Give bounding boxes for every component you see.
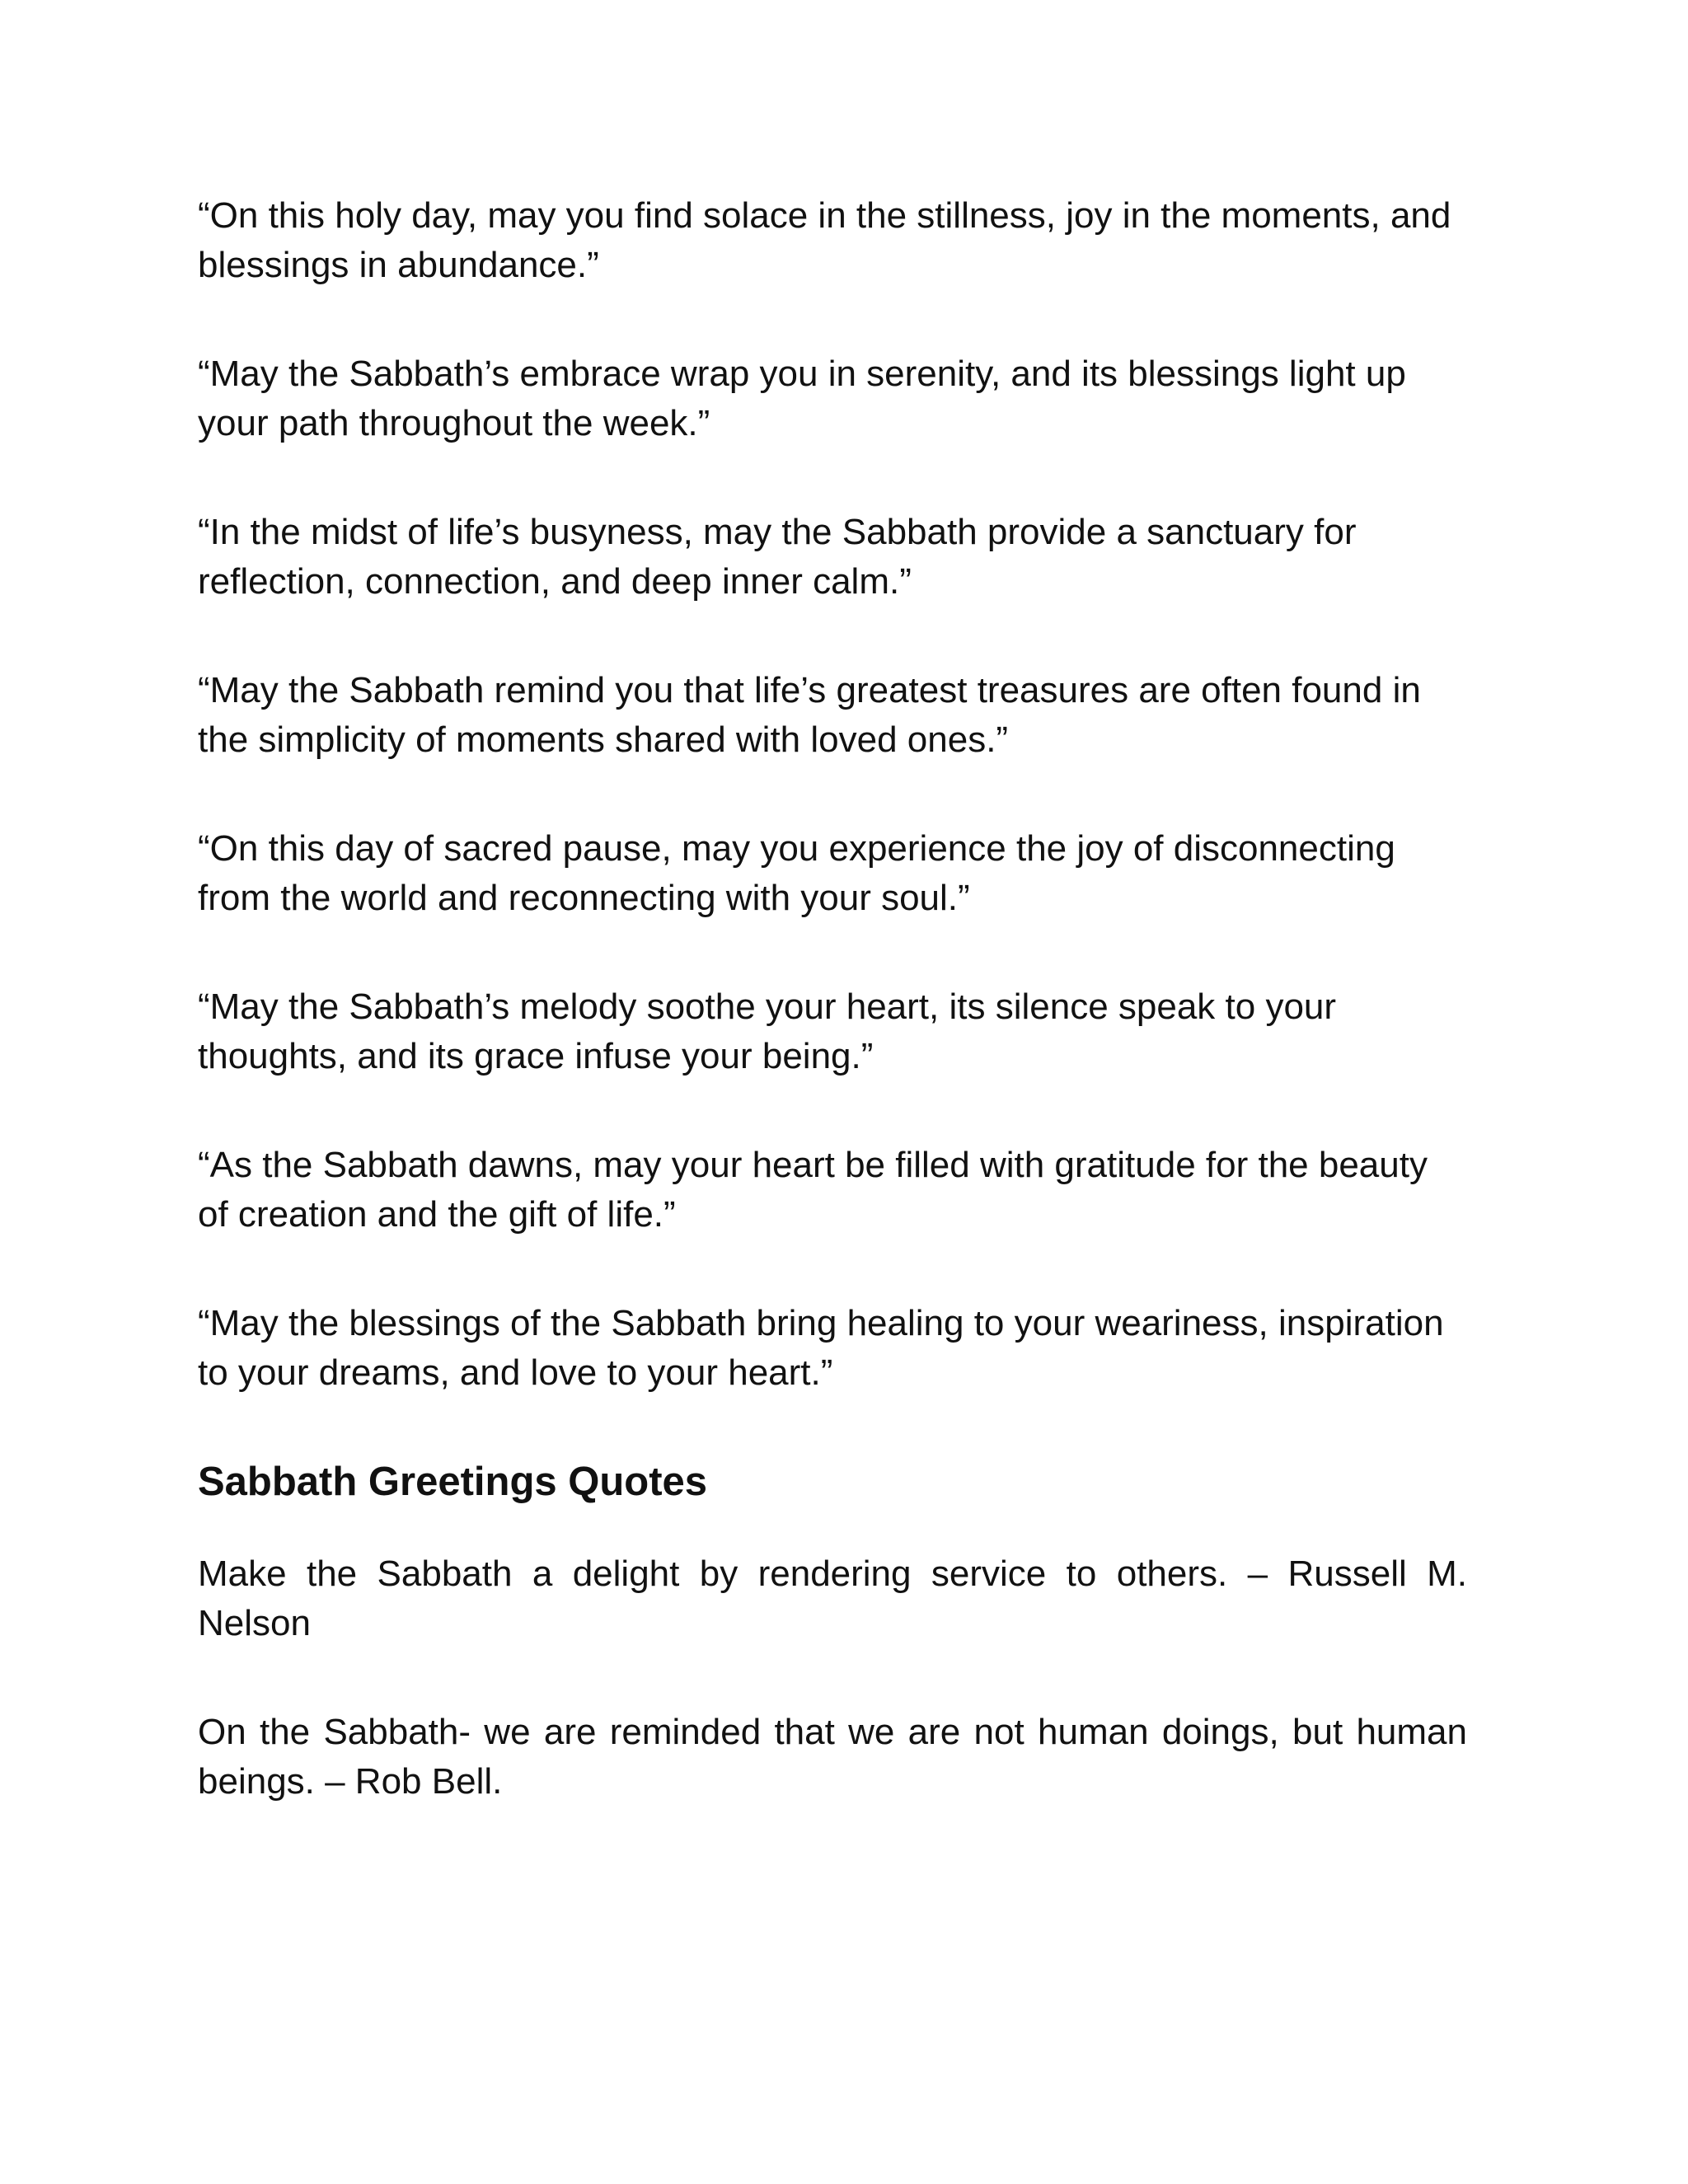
quote-paragraph: Make the Sabbath a delight by rendering service to others. – Russell M. Nelson <box>198 1554 1467 1643</box>
quote-paragraph: On the Sabbath- we are reminded that we are not human doings, but human beings. – Rob Bell. <box>198 1712 1467 1802</box>
wish-paragraph: “May the Sabbath remind you that life’s greatest treasures are often found in the simplicity of moments shared with loved ones.” <box>198 670 1421 760</box>
wish-paragraph: “As the Sabbath dawns, may your heart be filled with gratitude for the beauty of creation and the gift of life.” <box>198 1145 1428 1235</box>
section-heading: Sabbath Greetings Quotes <box>198 1460 708 1504</box>
wish-paragraph: “On this holy day, may you find solace in the stillness, joy in the moments, and blessings in abundance.” <box>198 195 1451 285</box>
wish-paragraph: “In the midst of life’s busyness, may the Sabbath provide a sanctuary for reflection, connection, and deep inner calm.” <box>198 512 1357 602</box>
wish-paragraph: “May the Sabbath’s embrace wrap you in serenity, and its blessings light up your path throughout the week.” <box>198 354 1406 443</box>
document-page <box>198 191 1467 1866</box>
wish-paragraph: “May the Sabbath’s melody soothe your heart, its silence speak to your thoughts, and its grace infuse your being.” <box>198 987 1337 1076</box>
wish-paragraph: “May the blessings of the Sabbath bring healing to your weariness, inspiration to your dreams, and love to your heart.” <box>198 1303 1444 1393</box>
wish-paragraph: “On this day of sacred pause, may you experience the joy of disconnecting from the world and reconnecting with your soul.” <box>198 828 1395 918</box>
